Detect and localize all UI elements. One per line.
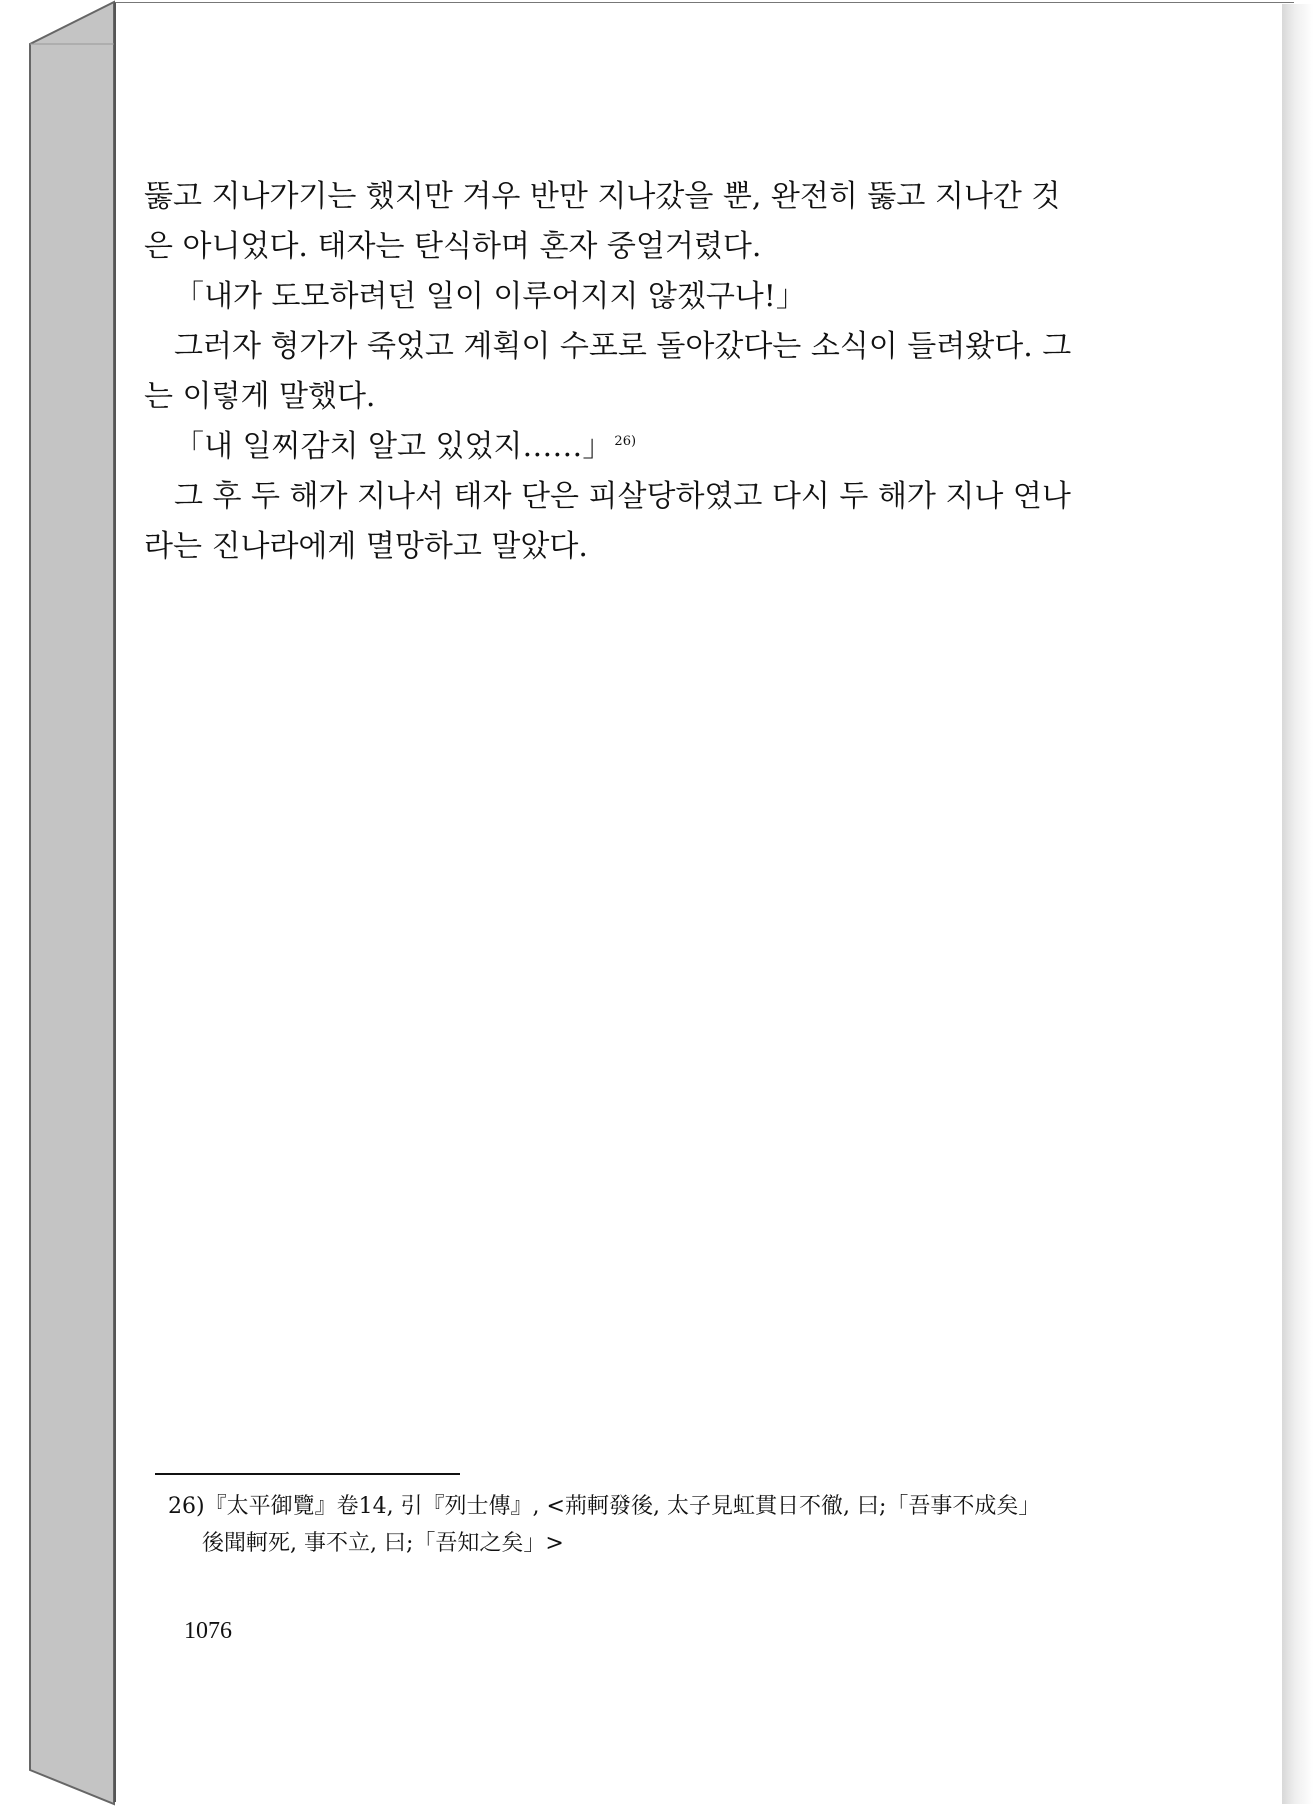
body-text — [144, 172, 1184, 572]
body-line: 은 아니었다. 태자는 탄식하며 혼자 중얼거렸다. — [144, 229, 762, 264]
body-line-with-footnote — [144, 422, 1184, 472]
footnote-line: 後聞軻死, 事不立, 曰;「吾知之矣」> — [202, 1531, 564, 1556]
quote-text: 「내 일찌감치 알고 있었지……」 — [174, 429, 613, 464]
body-line: 그러자 형가가 죽었고 계획이 수포로 돌아갔다는 소식이 들려왔다. 그 — [174, 329, 1072, 364]
body-line: 「내가 도모하려던 일이 이루어지지 않겠구나!」 — [174, 279, 806, 314]
footnote-divider — [155, 1473, 460, 1475]
page-number: 1076 — [184, 1618, 232, 1644]
footnote-reference[interactable]: 26) — [614, 434, 637, 449]
body-line: 뚫고 지나가기는 했지만 겨우 반만 지나갔을 뿐, 완전히 뚫고 지나간 것 — [144, 179, 1061, 214]
footnote-line: 26)『太平御覽』卷14, 引『列士傳』, <荊軻發後, 太子見虹貫日不徹, 曰;「吾事不成矣」 — [168, 1494, 1041, 1519]
body-line: 라는 진나라에게 멸망하고 말았다. — [144, 529, 588, 564]
page-edge-shadow — [1282, 4, 1313, 1804]
body-line: 는 이렇게 말했다. — [144, 379, 376, 414]
footnote — [168, 1488, 1198, 1562]
body-line: 그 후 두 해가 지나서 태자 단은 피살당하였고 다시 두 해가 지나 연나 — [174, 479, 1071, 514]
